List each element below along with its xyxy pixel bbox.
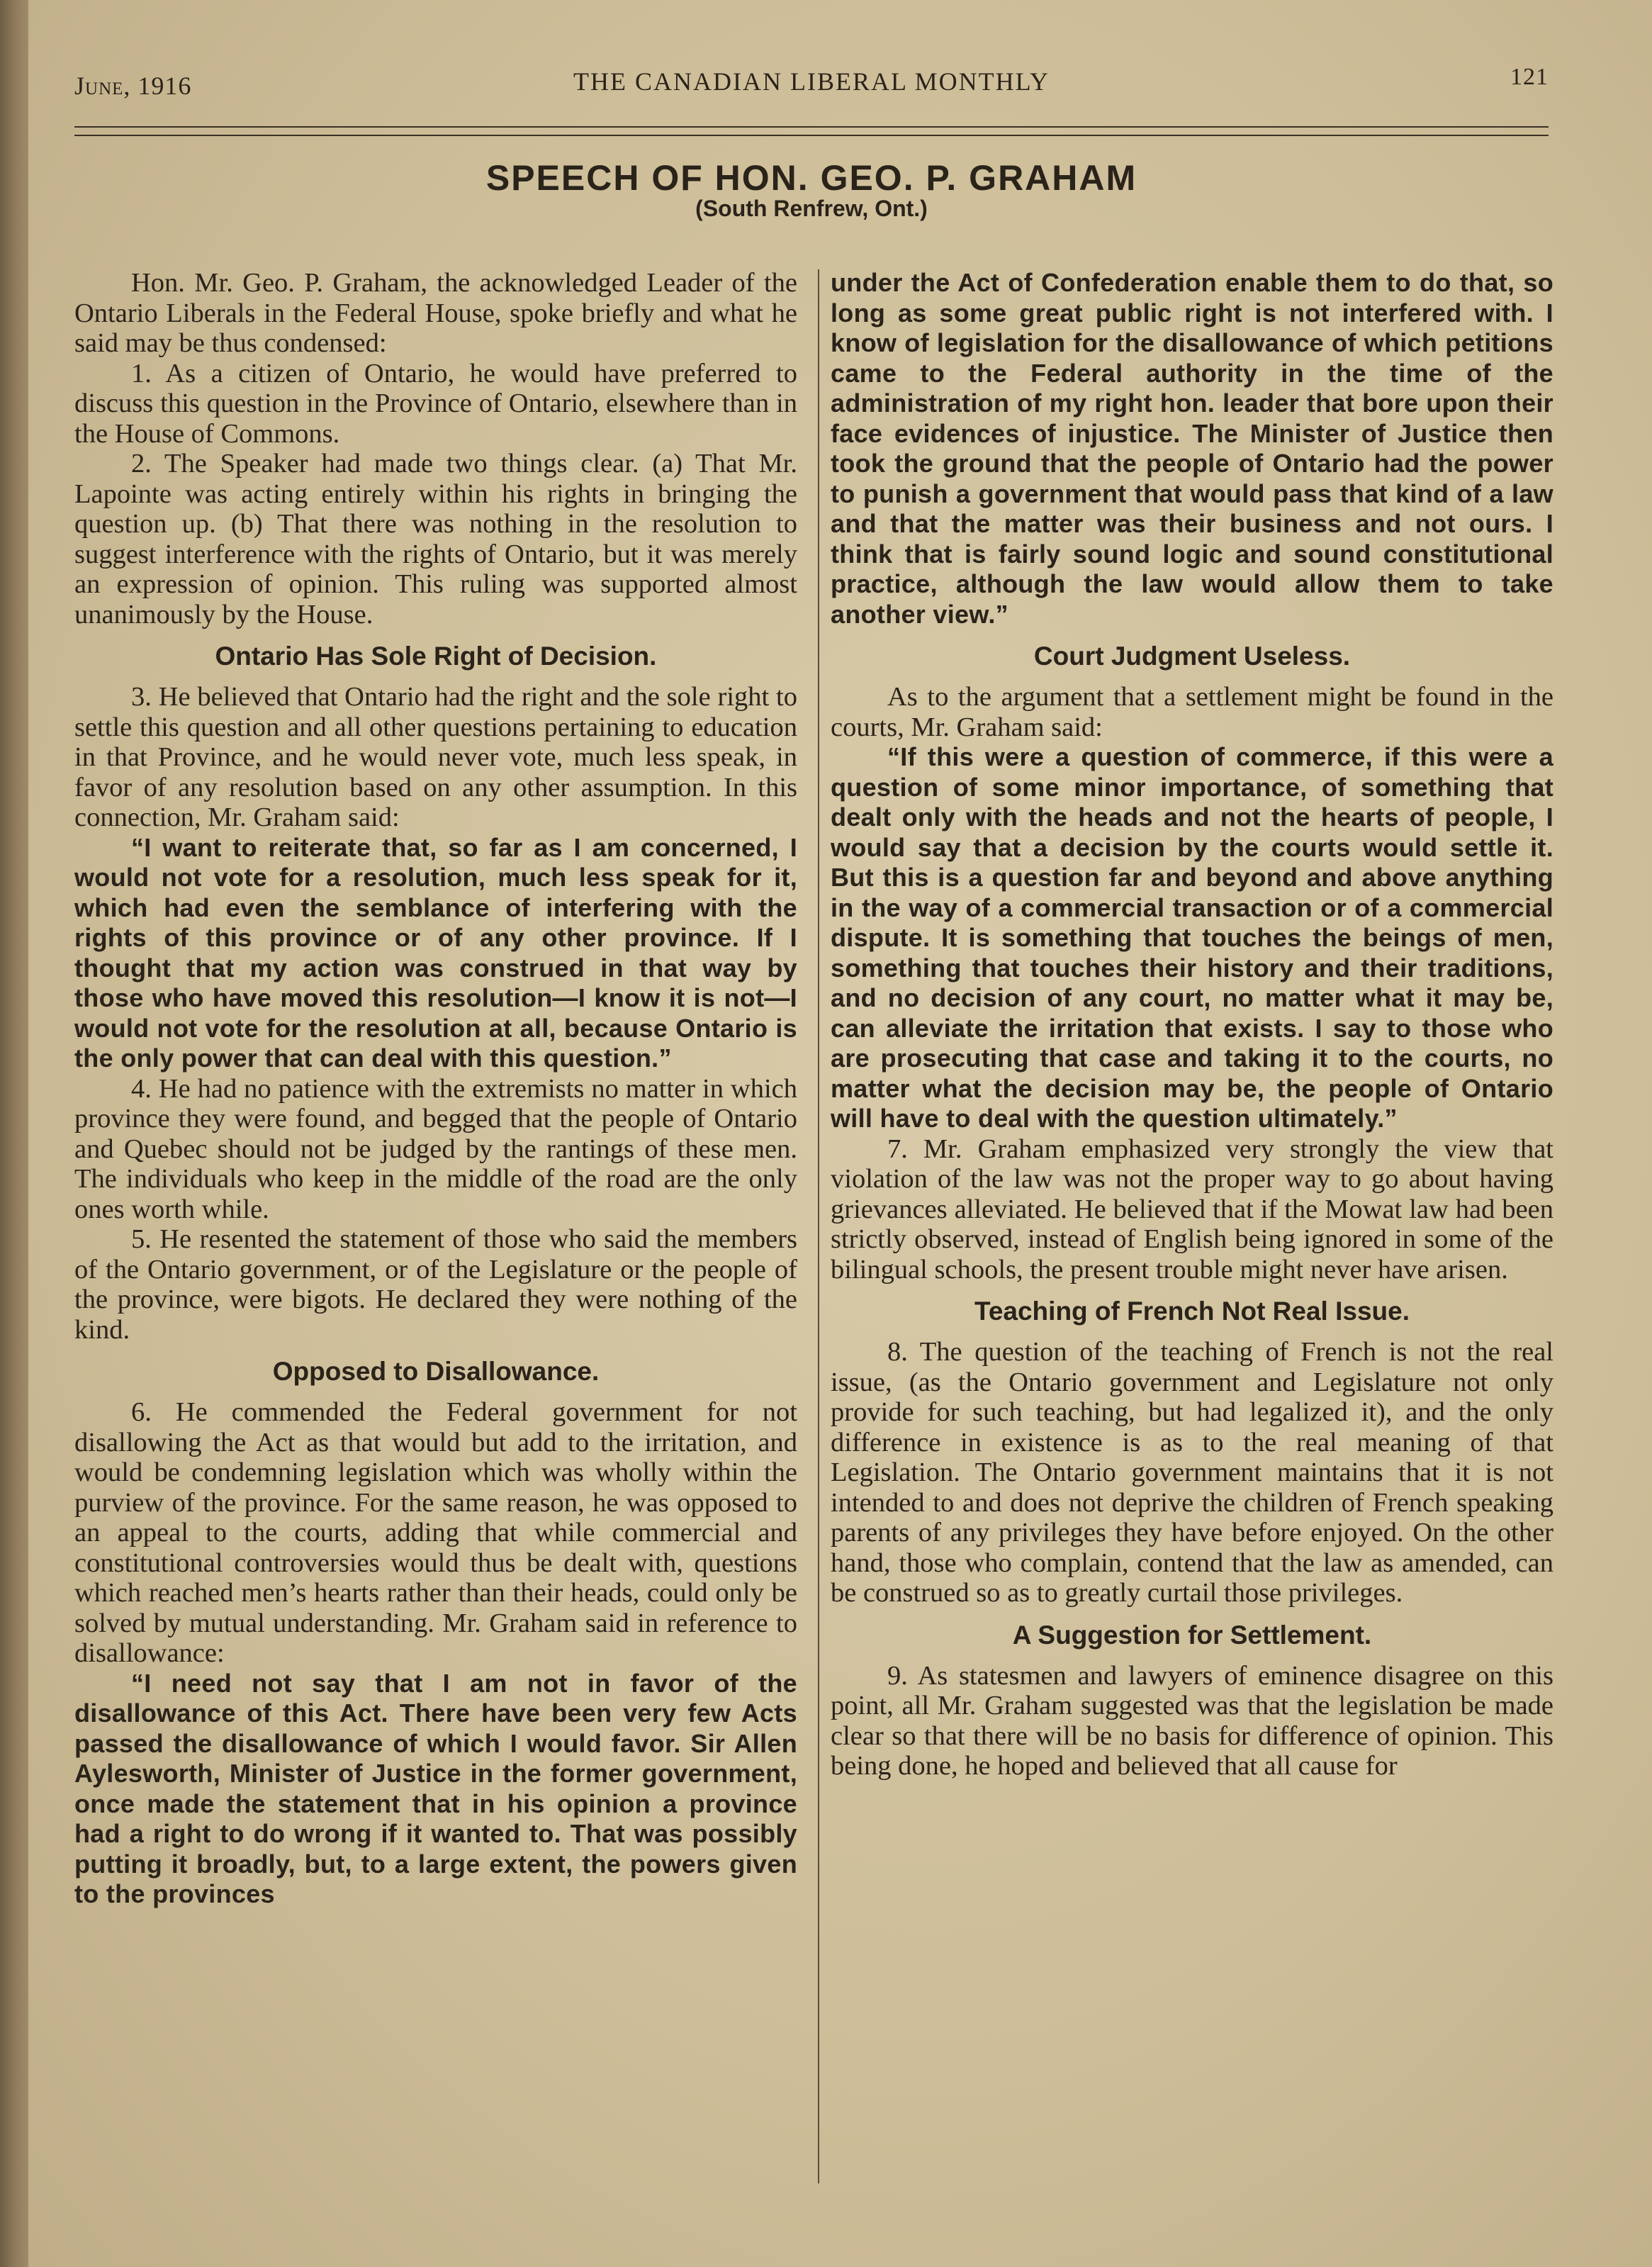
point-8-paragraph: 8. The question of the teaching of French is not the real issue, (as the Ontario government and Legislature not only provide for such teaching, but had legalized it), and the only difference in existence is as to the real meaning of that Legislation. The Ontario government maintains that it is not intended to and does not deprive the children of French speaking parents of any privileges they have before enjoyed. On the other hand, those who complain, contend that the law as amended, can be construed so as to greatly curtail those privileges. (831, 1337, 1553, 1608)
point-6-quote-continued: under the Act of Confederation enable them to do that, so long as some great public right is not interfered with. I know of legislation for the disallowance of which petitions came to the Federal authority in the time of the administration of my right hon. leader that bore upon their face evidences of injustice. The Minister of Justice then took the ground that the people of Ontario had the power to punish a government that would pass that kind of a law and that the matter was their business and not ours. I think that is fairly sound logic and sound constitutional practice, although the law would allow them to take another view.” (831, 268, 1553, 629)
header-rule-bottom (74, 135, 1549, 136)
right-column (831, 268, 1553, 1781)
point-4-paragraph: 4. He had no patience with the extremists no matter in which province they were found, and begged that the people of Ontario and Quebec should not be judged by the rantings of these men. The individuals who keep in the middle of the road are the only ones worth while. (74, 1073, 797, 1224)
page-number: 121 (1510, 64, 1549, 90)
point-6-quote: “I need not say that I am not in favor of the disallowance of this Act. There have been very few Acts passed the disallowance of which I would favor. Sir Allen Aylesworth, Minister of Justice in the former government, once made the statement that in his opinion a province had a right to do wrong if it wanted to. That was possibly putting it broadly, but, to a large extent, the powers given to the provinces (74, 1668, 797, 1908)
left-column (74, 268, 797, 1910)
court-quote: “If this were a question of commerce, if this were a question of some minor importance, of something that dealt only with the heads and not the hearts of people, I would say that a decision by the courts would settle it. But this is a question far and beyond and above anything in the way of a commercial transaction or of a commercial dispute. It is something that touches the beings of men, something that touches their history and their traditions, and no decision of any court, no matter what it may be, can alleviate the irritation that exists. I say to those who are prosecuting that case and taking it to the courts, no matter what the decision may be, the people of Ontario will have to deal with the question ultimately.” (831, 742, 1553, 1133)
article-subtitle: (South Renfrew, Ont.) (695, 196, 928, 221)
header-rule-top (74, 126, 1549, 128)
point-1-paragraph: 1. As a citizen of Ontario, he would have preferred to discuss this question in the Province of Ontario, elsewhere than in the House of Commons. (74, 358, 797, 449)
column-divider (818, 269, 819, 2183)
point-5-paragraph: 5. He resented the statement of those who said the members of the Ontario government, or of the Legislature or the people of the province, were bigots. He declared they were nothing of the kind. (74, 1224, 797, 1345)
section-heading-sole-right: Ontario Has Sole Right of Decision. (215, 642, 657, 671)
intro-paragraph: Hon. Mr. Geo. P. Graham, the acknowledged Leader of the Ontario Liberals in the Federal House, spoke briefly and what he said may be thus condensed: (74, 268, 797, 358)
article-title: SPEECH OF HON. GEO. P. GRAHAM (485, 158, 1137, 198)
section-heading-french: Teaching of French Not Real Issue. (974, 1297, 1410, 1326)
point-9-paragraph: 9. As statesmen and lawyers of eminence disagree on this point, all Mr. Graham suggested was that the legislation be made clear so that there will be no basis for difference of opinion. This being done, he hoped and believed that all cause for (831, 1660, 1553, 1781)
issue-date: June, 1916 (74, 72, 192, 100)
point-3-quote: “I want to reiterate that, so far as I am concerned, I would not vote for a resolution, much less speak for it, which had even the semblance of interfering with the rights of this province or of any other province. If I thought that my action was construed in that way by those who have moved this resolution—I know it is not—I would not vote for the resolution at all, because Ontario is the only power that can deal with this question.” (74, 832, 797, 1073)
section-heading-court: Court Judgment Useless. (1033, 642, 1351, 671)
section-heading-settlement: A Suggestion for Settlement. (1012, 1620, 1372, 1650)
section-heading-disallowance: Opposed to Disallowance. (272, 1357, 600, 1386)
publication-title: THE CANADIAN LIBERAL MONTHLY (573, 67, 1050, 96)
point-3-paragraph: 3. He believed that Ontario had the right and the sole right to settle this question and all other questions pertaining to education in that Province, and he would never vote, much less speak, in favor of any resolution based on any other assumption. In this connection, Mr. Graham said: (74, 682, 797, 832)
point-2-paragraph: 2. The Speaker had made two things clear. (a) That Mr. Lapointe was acting entirely within his rights in bringing the question up. (b) That there was nothing in the resolution to suggest interference with the rights of Ontario, but it was merely an expression of opinion. This ruling was supported almost unanimously by the House. (74, 449, 797, 629)
point-7-paragraph: 7. Mr. Graham emphasized very strongly the view that violation of the law was not the proper way to go about having grievances alleviated. He believed that if the Mowat law had been strictly observed, instead of English being ignored in some of the bilingual schools, the present trouble might never have arisen. (831, 1134, 1553, 1284)
running-head (74, 64, 1549, 106)
court-intro-paragraph: As to the argument that a settlement might be found in the courts, Mr. Graham said: (831, 682, 1553, 742)
point-6-paragraph: 6. He commended the Federal government for not disallowing the Act as that would but add to the irritation, and would be condemning legislation which was wholly within the purview of the province. For the same reason, he was opposed to an appeal to the courts, adding that while commercial and constitutional controversies would thus be dealt with, questions which reached men’s hearts rather than their heads, could only be solved by mutual understanding. Mr. Graham said in reference to disallowance: (74, 1397, 797, 1668)
